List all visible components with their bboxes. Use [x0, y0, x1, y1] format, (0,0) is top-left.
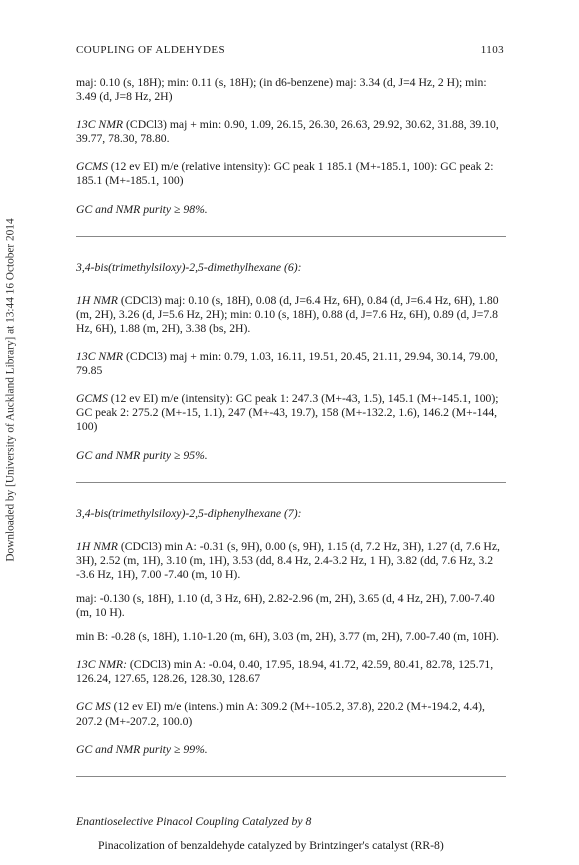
- section-title: Enantioselective Pinacol Coupling Catalyzed by 8: [76, 814, 312, 828]
- compound-6-hnmr: [76, 294, 506, 336]
- hnmr-label: 1H NMR: [76, 293, 118, 307]
- divider: [76, 482, 506, 483]
- cnmr-label: 13C NMR: [76, 118, 124, 132]
- hnmr-text: (CDCl3) maj: 0.10 (s, 18H), 0.08 (d, J=6.4 Hz, 6H), 0.84 (d, J=6.4 Hz, 6H), 1.80 (m, 2H), 3.26 (d, J=5.6 Hz, 2H); min: 0.10 (s, 18H), 0.88 (d, J=7.6 Hz, 6H), 0.89 (d, J=7.8 Hz, 6H), 1.88 (m, 2H), 3.38 (bs, 2H).: [76, 293, 499, 335]
- purity-text: GC and NMR purity ≥ 99%.: [76, 742, 208, 756]
- gcms-paragraph: [76, 160, 506, 188]
- gcms-text: (12 ev EI) m/e (intens.) min A: 309.2 (M+-105.2, 37.8), 220.2 (M+-194.2, 4.4), 207.2 (M+-207.2, 100.0): [76, 700, 485, 728]
- compound-7-maj: maj: -0.130 (s, 18H), 1.10 (d, 3 Hz, 6H), 2.82-2.96 (m, 2H), 3.65 (d, 4 Hz, 2H), 7.00-7.40 (m, 10 H).: [76, 591, 495, 620]
- divider: [76, 776, 506, 777]
- compound-7-gcms: [76, 700, 506, 728]
- cnmr-label: 13C NMR:: [76, 658, 127, 672]
- compound-6-purity: [76, 449, 506, 463]
- cnmr-paragraph: [76, 118, 506, 146]
- hnmr-label: 1H NMR: [76, 539, 118, 553]
- download-watermark-text: Downloaded by [University of Auckland Library] at 13:44 16 October 2014: [5, 218, 18, 562]
- compound-6-title: [76, 261, 506, 275]
- compound-7-hnmr: [76, 540, 506, 582]
- running-title: COUPLING OF ALDEHYDES: [76, 44, 225, 56]
- gcms-text: (12 ev EI) m/e (relative intensity): GC peak 1 185.1 (M+-185.1, 100): GC peak 2: 185.1 (M+-185.1, 100): [76, 160, 494, 188]
- gcms-label: GC MS: [76, 700, 111, 714]
- gcms-label: GCMS: [76, 392, 108, 406]
- cnmr-text: (CDCl3) min A: -0.04, 0.40, 17.95, 18.94, 41.72, 42.59, 80.41, 82.78, 125.71, 126.24, 127.65, 128.26, 128.30, 128.67: [76, 658, 494, 686]
- cnmr-label: 13C NMR: [76, 350, 124, 364]
- compound-6-gcms: [76, 392, 506, 434]
- section-intro: Pinacolization of benzaldehyde catalyzed by Brintzinger's catalyst (RR-8): [98, 838, 444, 852]
- purity-text: GC and NMR purity ≥ 98%.: [76, 202, 208, 216]
- page-number: 1103: [480, 44, 504, 56]
- hnmr-text: (CDCl3) min A: -0.31 (s, 9H), 0.00 (s, 9H), 1.15 (d, 7.2 Hz, 3H), 1.27 (d, 7.6 Hz, 3H), 2.52 (m, 1H), 3.10 (m, 1H), 3.53 (dd, 8.4 Hz, 2.4-3.2 Hz, 1 H), 3.82 (dd, 7.6 Hz, 3.2 -3.6 Hz, 1H), 7.00 -7.40 (m, 10 H).: [76, 539, 500, 581]
- compound-6-name: 3,4-bis(trimethylsiloxy)-2,5-dimethylhexane (6):: [76, 260, 302, 274]
- purity-text: GC and NMR purity ≥ 95%.: [76, 448, 208, 462]
- cnmr-text: (CDCl3) maj + min: 0.90, 1.09, 26.15, 26.30, 26.63, 29.92, 30.62, 31.88, 39.10, 39.77, 78.30, 78.80.: [76, 118, 499, 146]
- hnmr-continuation: maj: 0.10 (s, 18H); min: 0.11 (s, 18H); (in d6-benzene) maj: 3.34 (d, J=4 Hz, 2 H); min: 3.49 (d, J=8 Hz, 2H): [76, 76, 487, 104]
- compound-7-minb: min B: -0.28 (s, 18H), 1.10-1.20 (m, 6H), 3.03 (m, 2H), 3.77 (m, 2H), 7.00-7.40 (m, 10H).: [76, 630, 499, 644]
- page-body: [76, 76, 506, 853]
- gcms-text: (12 ev EI) m/e (intensity): GC peak 1: 247.3 (M+-43, 1.5), 145.1 (M+-145.1, 100); GC peak 2: 275.2 (M+-15, 1.1), 247 (M+-43, 19.7), 158 (M+-132.2, 1.6), 146.2 (M+-144, 100): [76, 392, 499, 434]
- running-header: [76, 44, 504, 56]
- cnmr-text: (CDCl3) maj + min: 0.79, 1.03, 16.11, 19.51, 20.45, 21.11, 29.94, 30.14, 79.00, 79.85: [76, 350, 498, 378]
- compound-7-purity: [76, 743, 506, 757]
- download-watermark: [2, 120, 20, 660]
- compound-7-title: [76, 507, 506, 521]
- compound-7-name: 3,4-bis(trimethylsiloxy)-2,5-diphenylhexane (7):: [76, 506, 302, 520]
- divider: [76, 236, 506, 237]
- section-heading: [76, 815, 506, 829]
- purity-statement: [76, 203, 506, 217]
- compound-6-cnmr: [76, 350, 506, 378]
- compound-7-cnmr: [76, 658, 506, 686]
- gcms-label: GCMS: [76, 160, 108, 174]
